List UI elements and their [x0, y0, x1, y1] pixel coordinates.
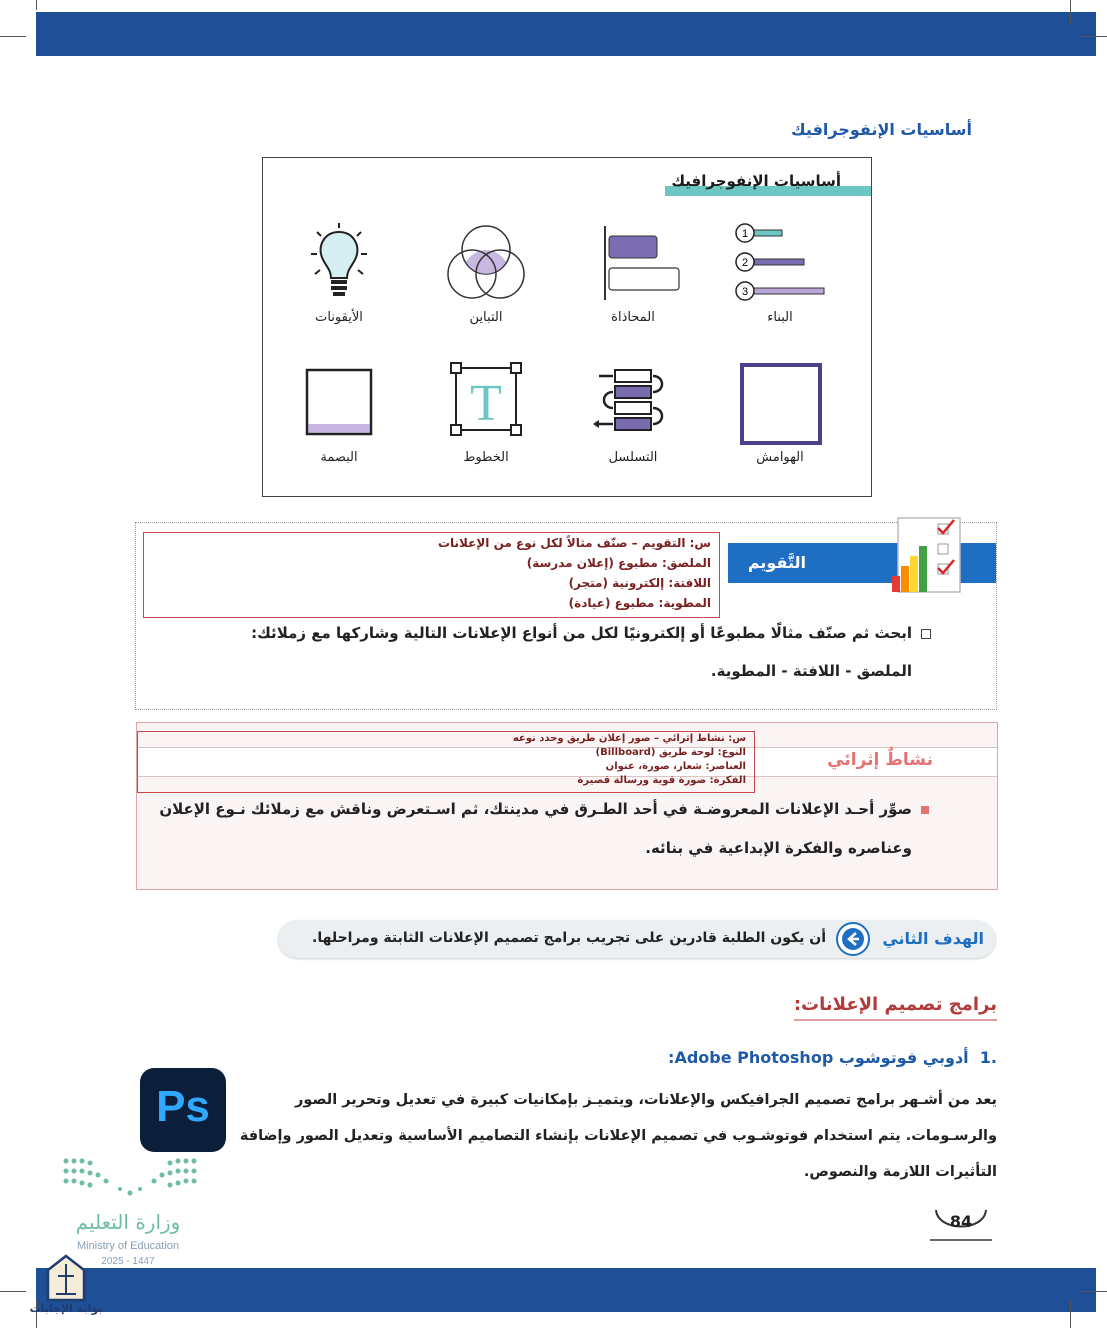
crop-mark: [36, 0, 37, 10]
enrichment-title: نشاطٌ إثرائي: [827, 750, 933, 770]
crop-mark: [1081, 1291, 1107, 1292]
paragraph-line: يعد من أشـهر برامج تصميم الجرافيكس والإعلانات، ويتميـز بإمكانيات كبيرة في تعديل وتحرير الصور: [295, 1092, 997, 1108]
item-imprint: [279, 362, 399, 465]
swatch-icon: [289, 362, 389, 446]
checkbox-bullet: [921, 629, 931, 639]
crop-mark: [0, 1291, 26, 1292]
crop-mark: [1081, 36, 1107, 37]
paragraph-line: والرسـومات. يتم استخدام فوتوشـوب في تصميم الإعلانات بإنشاء التصاميم الأساسية وتعديل الصور وإضافة: [239, 1128, 997, 1144]
item-label: البناء: [767, 310, 793, 325]
ps-logo-text: Ps: [156, 1082, 210, 1131]
answer-line: اللافتة: إلكترونية (متجر): [568, 576, 711, 590]
item-label: التباين: [469, 310, 503, 325]
square-bullet: [921, 806, 929, 814]
ministry-year: 2025 - 1447: [101, 1256, 155, 1267]
watermark-text: بوابة الإجابات: [29, 1302, 103, 1315]
photoshop-item-title: [668, 1048, 997, 1067]
top-banner: [36, 12, 1096, 56]
section-heading: أساسيات الإنفوجرافيك: [791, 120, 972, 139]
enrichment-answer-box: [137, 731, 755, 793]
infographic-panel: [262, 157, 872, 497]
item-label: الهوامش: [756, 450, 804, 465]
answer-line: الفكرة: صورة قوية ورسالة قصيرة: [577, 775, 746, 786]
answer-line: س: التقويم – صنّف مثالاً لكل نوع من الإعلانات: [437, 536, 711, 550]
item-label: التسلسل: [608, 450, 658, 465]
crop-mark: [1070, 1300, 1071, 1328]
item-label: الأيقونات: [315, 310, 363, 325]
numbered-bars-icon: [730, 222, 830, 306]
item-label: الخطوط: [463, 450, 509, 465]
item-alignment: [573, 222, 693, 325]
alignment-icon: [583, 222, 683, 306]
ministry-name-ar: وزارة التعليم: [75, 1210, 181, 1234]
ministry-name-en: Ministry of Education: [76, 1240, 180, 1252]
goal-text: أن يكون الطلبة قادرين على تجريب برامج تصميم الإعلانات الثابتة ومراحلها.: [312, 930, 826, 946]
evaluation-answer-box: [143, 532, 720, 618]
item-label: البصمة: [320, 450, 358, 465]
answer-line: العناصر: شعار، صورة، عنوان: [605, 761, 746, 772]
enrichment-text-line1: صوِّر أحـد الإعلانات المعروضـة في أحد الطـرق في مدينتك، ثم اسـتعرض وناقش مع زملائك نـوع الإعلان: [159, 800, 912, 818]
paragraph-line: التأثيرات اللازمة والنصوص.: [803, 1164, 997, 1180]
number-label: 1: [741, 228, 749, 240]
item-sequence: [573, 362, 693, 465]
checklist-chart-icon: [888, 516, 964, 596]
item-title: أدوبي فوتوشوب Adobe Photoshop:: [668, 1048, 969, 1067]
item-margins: [720, 362, 840, 465]
evaluation-types: الملصق - اللافتة - المطوية.: [710, 662, 912, 680]
programs-heading: برامج تصميم الإعلانات:: [794, 994, 997, 1021]
item-contrast: [426, 222, 546, 325]
answer-line: س: نشاط إثرائي – صور إعلان طريق وحدد نوعه: [512, 733, 746, 744]
number-label: 3: [741, 286, 749, 298]
goal-label: الهدف الثاني: [882, 929, 984, 948]
item-structure: [720, 222, 840, 325]
infographic-title: أساسيات الإنفوجرافيك: [671, 172, 841, 190]
goal-pill: [278, 920, 996, 958]
crop-mark: [0, 36, 26, 37]
answer-line: المطوية: مطبوع (عيادة): [568, 596, 711, 610]
lightbulb-icon: [289, 222, 389, 306]
item-number: .1: [979, 1048, 997, 1067]
number-label: 2: [741, 257, 749, 269]
photoshop-logo: [140, 1068, 226, 1152]
frame-icon: [730, 362, 830, 446]
watermark-logo: [44, 1254, 88, 1304]
venn-icon: [436, 222, 536, 306]
page-number: 84: [949, 1212, 973, 1231]
text-tool-letter: T: [470, 375, 502, 432]
ministry-logo-dots: [60, 1155, 200, 1201]
arrow-left-icon: [836, 922, 870, 956]
answer-line: النوع: لوحة طريق (Billboard): [595, 747, 746, 758]
text-tool-icon: [436, 362, 536, 446]
evaluation-question: ابحث ثم صنّف مثالًا مطبوعًا أو إلكترونيًا لكل من أنواع الإعلانات التالية وشاركها مع زملائك:: [251, 624, 912, 642]
crop-mark: [1070, 0, 1071, 24]
answer-line: الملصق: مطبوع (إعلان مدرسة): [526, 556, 711, 570]
bottom-banner: [36, 1268, 1096, 1312]
sequence-icon: [583, 362, 683, 446]
enrichment-text-line2: وعناصره والفكرة الإبداعية في بنائه.: [645, 839, 912, 857]
item-fonts: [426, 362, 546, 465]
item-icons: [279, 222, 399, 325]
evaluation-title: التَّقويم: [747, 553, 806, 572]
item-label: المحاذاة: [611, 310, 655, 325]
